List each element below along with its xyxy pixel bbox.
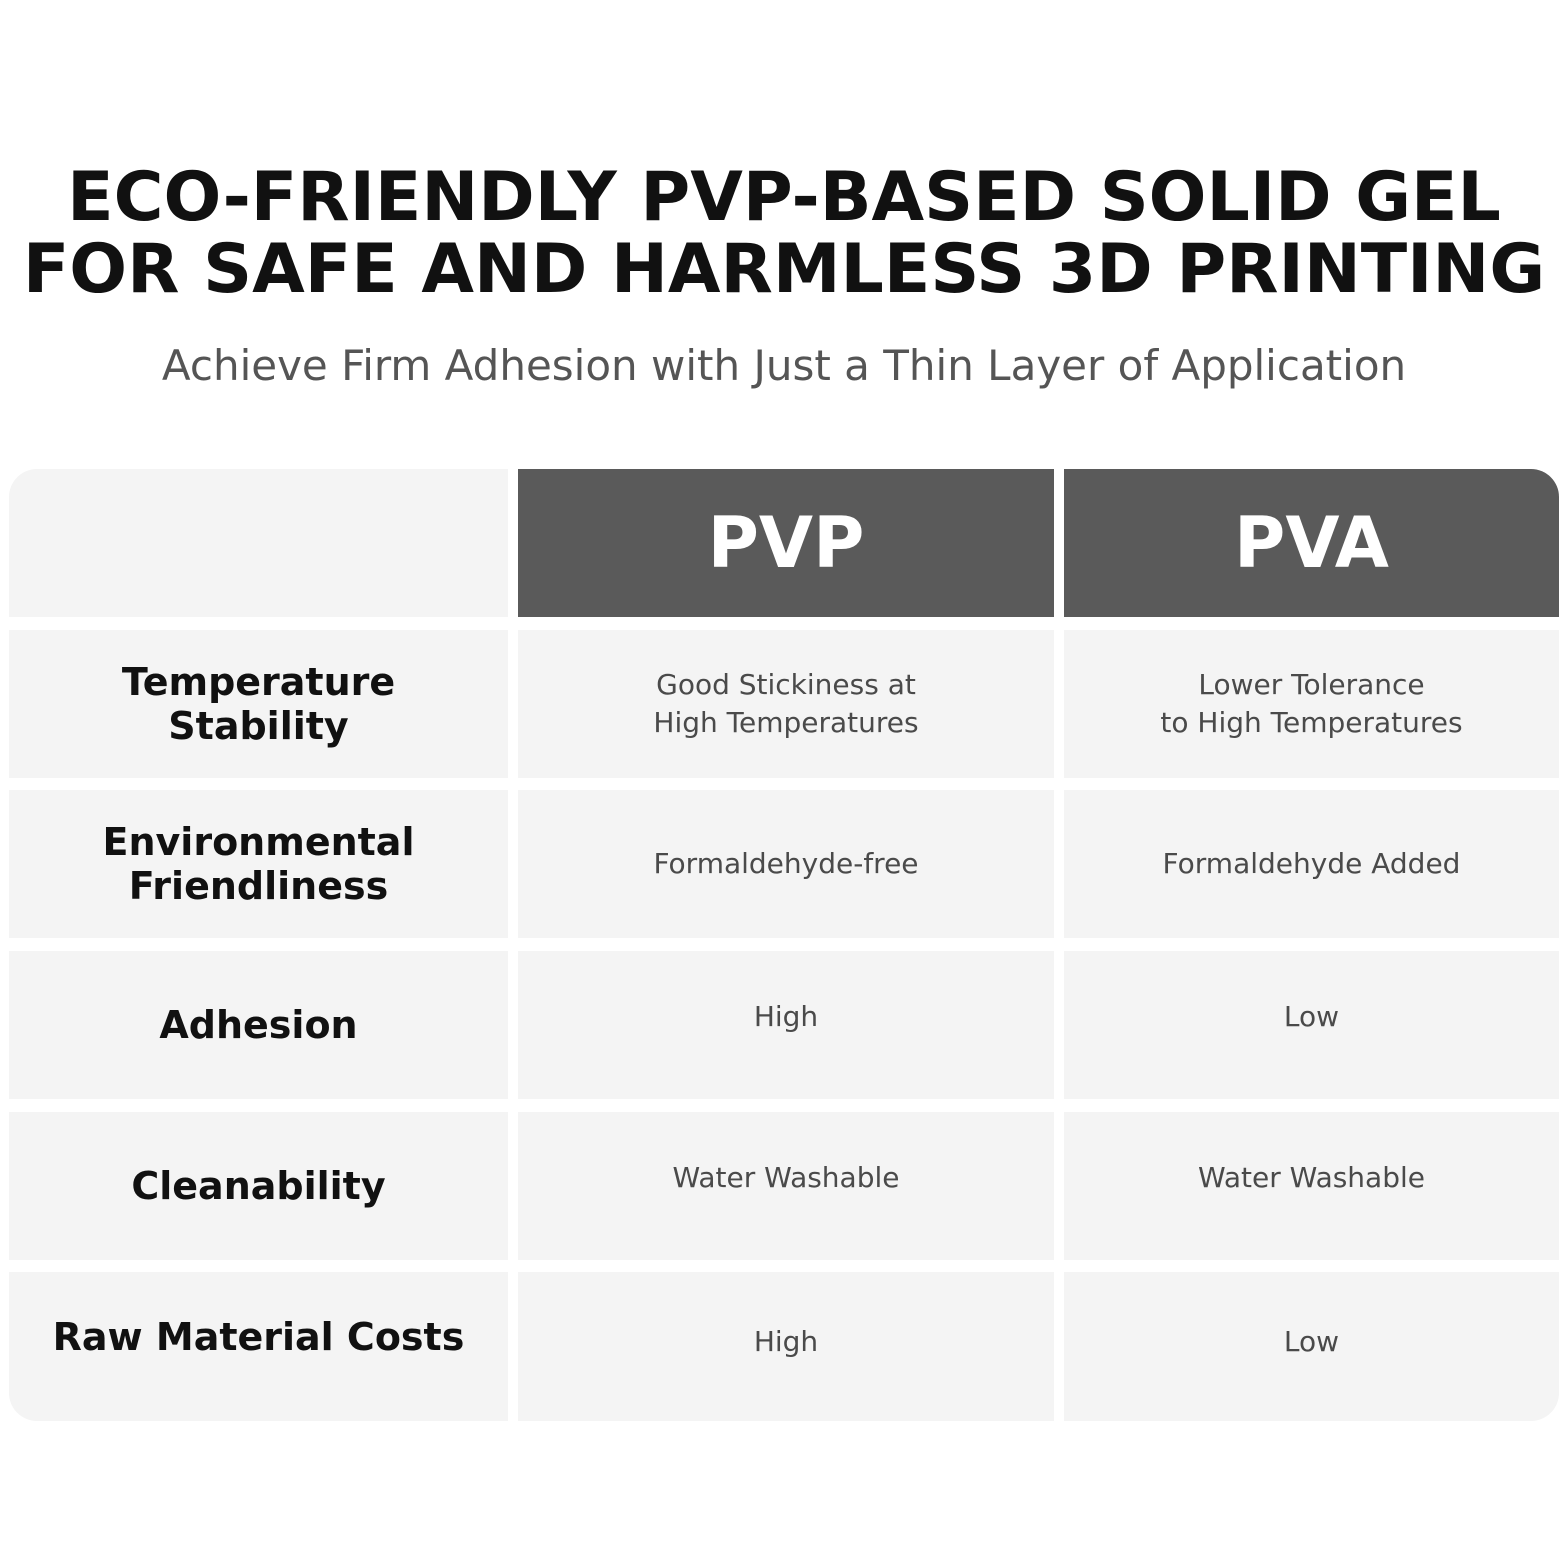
cell-pva-raw-material-costs: Low (1064, 1272, 1559, 1421)
row-label-temperature-stability: Temperature Stability (9, 630, 508, 778)
row-label-adhesion: Adhesion (9, 951, 508, 1099)
cell-pvp-environmental-friendliness: Formaldehyde-free (518, 790, 1054, 938)
row-label-cleanability: Cleanability (9, 1112, 508, 1260)
cell-pva-temperature-stability: Lower Tolerance to High Temperatures (1064, 630, 1559, 778)
title-line-2: FOR SAFE AND HARMLESS 3D PRINTING (22, 230, 1546, 309)
column-header-pva: PVA (1064, 469, 1559, 617)
cell-pva-adhesion: Low (1064, 951, 1559, 1099)
cell-pvp-raw-material-costs: High (518, 1272, 1054, 1421)
row-label-environmental-friendliness: Environmental Friendliness (9, 790, 508, 938)
comparison-table (9, 469, 1559, 1421)
column-header-pvp: PVP (518, 469, 1054, 617)
title-line-1: ECO-FRIENDLY PVP-BASED SOLID GEL (67, 158, 1501, 237)
cell-pvp-adhesion: High (518, 951, 1054, 1099)
page-subtitle: Achieve Firm Adhesion with Just a Thin Layer of Application (161, 341, 1407, 390)
cell-pvp-cleanability: Water Washable (518, 1112, 1054, 1260)
cell-pva-environmental-friendliness: Formaldehyde Added (1064, 790, 1559, 938)
page-title (0, 158, 1568, 309)
cell-pva-cleanability: Water Washable (1064, 1112, 1559, 1260)
cell-pvp-temperature-stability: Good Stickiness at High Temperatures (518, 630, 1054, 778)
table-corner-cell (9, 469, 508, 617)
row-label-raw-material-costs: Raw Material Costs (9, 1272, 508, 1421)
